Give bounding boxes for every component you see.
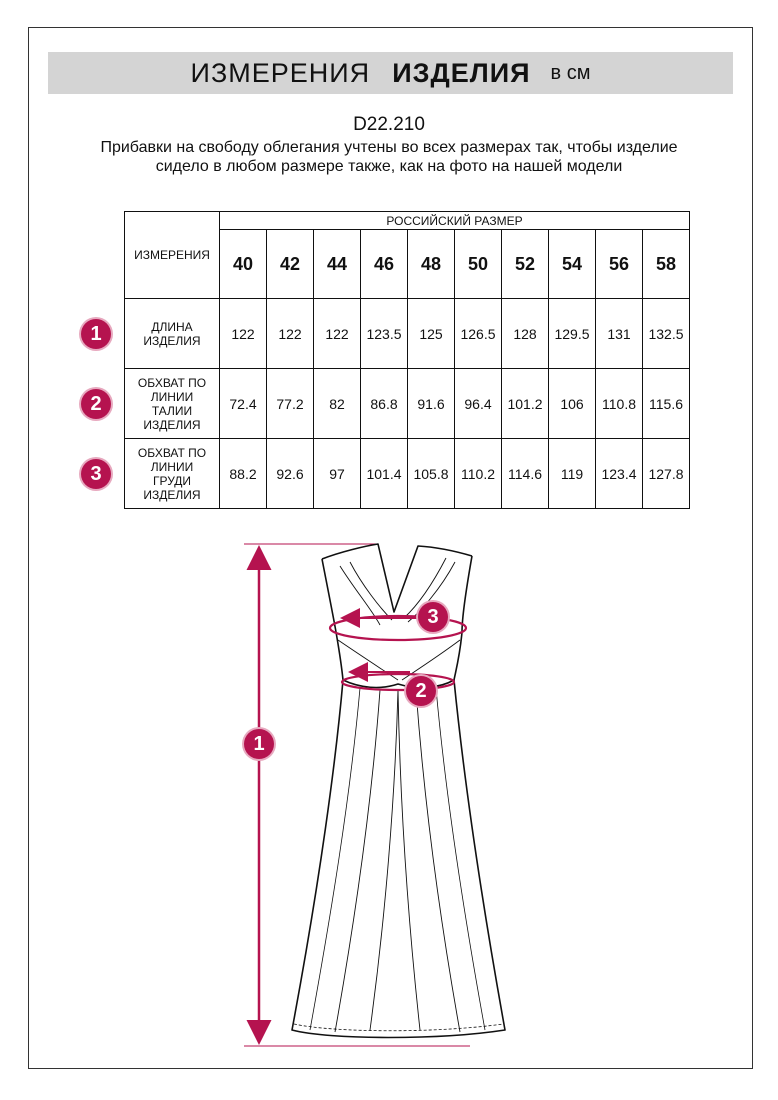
table-cell: 82 — [314, 369, 361, 439]
table-cell: 110.2 — [455, 439, 502, 509]
size-header: 48 — [408, 230, 455, 299]
table-cell: 128 — [502, 299, 549, 369]
table-cell: 131 — [596, 299, 643, 369]
table-cell: 105.8 — [408, 439, 455, 509]
table-cell: 122 — [314, 299, 361, 369]
length-badge: 1 — [244, 729, 274, 759]
table-cell: 123.4 — [596, 439, 643, 509]
row-label-waist: ОБХВАТ ПО ЛИНИИ ТАЛИИ ИЗДЕЛИЯ — [125, 369, 220, 439]
table-cell: 119 — [549, 439, 596, 509]
table-cell: 110.8 — [596, 369, 643, 439]
waist-ellipse — [342, 674, 454, 690]
measure-header: ИЗМЕРЕНИЯ — [125, 212, 220, 299]
table-cell: 106 — [549, 369, 596, 439]
size-header: 46 — [361, 230, 408, 299]
waist-measure — [342, 672, 454, 690]
table-cell: 123.5 — [361, 299, 408, 369]
table-cell: 86.8 — [361, 369, 408, 439]
table-cell: 129.5 — [549, 299, 596, 369]
table-cell: 101.4 — [361, 439, 408, 509]
table-cell: 77.2 — [267, 369, 314, 439]
table-cell: 132.5 — [643, 299, 690, 369]
size-header: 58 — [643, 230, 690, 299]
row-label-chest: ОБХВАТ ПО ЛИНИИ ГРУДИ ИЗДЕЛИЯ — [125, 439, 220, 509]
size-header: 54 — [549, 230, 596, 299]
size-header: 52 — [502, 230, 549, 299]
table-cell: 115.6 — [643, 369, 690, 439]
size-header: 50 — [455, 230, 502, 299]
table-cell: 125 — [408, 299, 455, 369]
table-cell: 122 — [220, 299, 267, 369]
table-cell: 122 — [267, 299, 314, 369]
title-unit: в см — [550, 61, 591, 84]
size-header: 42 — [267, 230, 314, 299]
size-header: 44 — [314, 230, 361, 299]
fit-note: Прибавки на свободу облегания учтены во всех размерах так, чтобы изделие сидело в любом размере также, как на фото на нашей модели — [100, 139, 678, 175]
product-code: D22.210 — [353, 114, 425, 135]
row-badge-2: 2 — [81, 389, 111, 419]
row-badge-3: 3 — [81, 459, 111, 489]
table-cell: 127.8 — [643, 439, 690, 509]
row-label-length: ДЛИНА ИЗДЕЛИЯ — [125, 299, 220, 369]
table-cell: 101.2 — [502, 369, 549, 439]
size-header: 40 — [220, 230, 267, 299]
title-light: ИЗМЕРЕНИЯ — [190, 57, 371, 88]
table-cell: 92.6 — [267, 439, 314, 509]
table-cell: 72.4 — [220, 369, 267, 439]
row-badge-1: 1 — [81, 319, 111, 349]
table-cell: 126.5 — [455, 299, 502, 369]
chest-badge: 3 — [418, 602, 448, 632]
table-cell: 96.4 — [455, 369, 502, 439]
table-cell: 91.6 — [408, 369, 455, 439]
table-cell: 88.2 — [220, 439, 267, 509]
table-cell: 97 — [314, 439, 361, 509]
size-header: 56 — [596, 230, 643, 299]
title-bold: ИЗДЕЛИЯ — [392, 57, 531, 88]
table-cell: 114.6 — [502, 439, 549, 509]
waist-badge: 2 — [406, 676, 436, 706]
size-system-header: РОССИЙСКИЙ РАЗМЕР — [220, 212, 690, 230]
